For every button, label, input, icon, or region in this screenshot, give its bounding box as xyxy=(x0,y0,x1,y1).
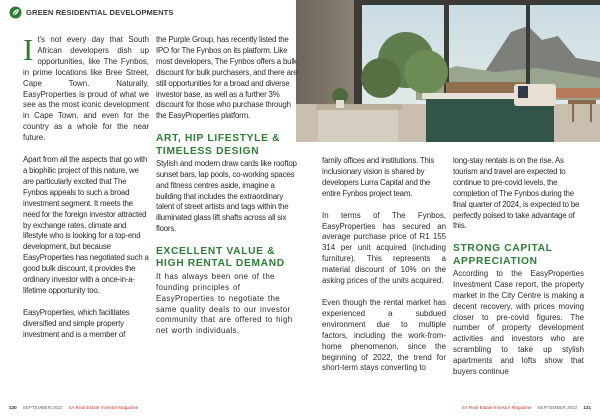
body-paragraph: EasyProperties, which facilitates diversified and simple property investment and is a member of xyxy=(23,307,130,339)
section-heading: STRONG CAPITAL APPRECIATION xyxy=(453,243,553,267)
article-column-2 xyxy=(156,35,302,348)
body-paragraph: long-stay rentals is on the rise. As tourism and travel are expected to continue to pre-covid levels, the completion of The Fynbos during the final quarter of 2024, is expected to be perfectly poised to take advantage of this. xyxy=(453,156,580,231)
interior-mountain-photo xyxy=(296,0,600,142)
body-paragraph: Stylish and modern draw cards like rooftop sunset bars, lap pools, co-working spaces and fitness centres aside, imagine a building that includes the extraordinary talent of street artists and tags within the illuminated glass lift shafts across all six floors. xyxy=(156,158,297,234)
body-paragraph: According to the EasyProperties Investment Case report, the property market in the City Centre is making a decent recovery, with prices moving closer to pre-covid figures. The number of property development activities and investors who are scrambling to take up stylish apartments and lofts show that buyers continue xyxy=(453,268,584,377)
footer-publication-left: SA Real Estate Investor Magazine xyxy=(68,405,139,410)
page-number-left: 130 xyxy=(9,405,17,410)
section-header xyxy=(9,5,174,19)
body-paragraph: It has always been one of the founding principles of EasyProperties to negotiate the same quality deals to our investor community that are offered to high net worth individuals, xyxy=(156,271,293,336)
body-paragraph: Even though the rental market has experienced a subdued environment due to multiple factors, including the work-from-home phenomenon, since the beginning of 2022, the trend for short-term stays converting to xyxy=(322,297,446,373)
page-number-right: 131 xyxy=(583,405,591,410)
body-paragraph: the Purple Group, has recently listed the IPO for The Fynbos on its platform. Like most developers, The Fynbos offers a bulk discount for bulk purchasers, and there are still opportunities for a broad and diverse investor base, as well as a further 3% discount for those who purchase through the EasyProperties platform. xyxy=(156,35,298,121)
footer-date-right: SEPTEMBER 2022 xyxy=(537,405,578,410)
drop-cap: I xyxy=(23,32,34,67)
section-heading: ART, HIP LIFESTYLE & TIMELESS DESIGN xyxy=(156,133,281,157)
body-paragraph: In terms of The Fynbos, EasyProperties has secured an average purchase price of R1 155 314 per unit acquired (including furniture). This represents a material discount of 10% on the asking prices of the units acquired. xyxy=(322,210,446,286)
section-title: GREEN RESIDENTIAL DEVELOPMENTS xyxy=(26,7,174,17)
article-column-4 xyxy=(453,156,584,389)
page-footer xyxy=(9,405,591,414)
article-column-1 xyxy=(23,32,149,352)
intro-paragraph: t's not every day that South African developers dish up opportunities, like The Fynbos, in prime locations like Bree Street, Cape Town. Naturally, EasyProperties is proud of what we see as the most iconic development in Cape Town, and even for the country as a whole for the near future. xyxy=(23,35,149,143)
article-column-3 xyxy=(322,156,446,385)
footer-publication-right: SA Real Estate Investor Magazine xyxy=(461,405,532,410)
body-paragraph: Apart from all the aspects that go with a biophilic project of this nature, we are particularly excited that The Fynbos appeals to such a broad investment segment. It meets the need for the foreign investor attracted by exchange rates, climate and lifestyle who is looking for a top-end development, but because EasyProperties has negotiated such a good bulk discount, it provides the ordinary investor with a once-in-a-lifetime opportunity too. xyxy=(23,155,149,295)
leaf-logo-icon xyxy=(9,6,22,19)
section-heading: EXCELLENT VALUE & HIGH RENTAL DEMAND xyxy=(156,246,285,270)
body-paragraph: family offices and institutions. This inclusionary vision is shared by developers Lurra Capital and the entire Fynbos project team. xyxy=(322,156,435,198)
footer-date-left: SEPTEMBER 2022 xyxy=(22,405,63,410)
